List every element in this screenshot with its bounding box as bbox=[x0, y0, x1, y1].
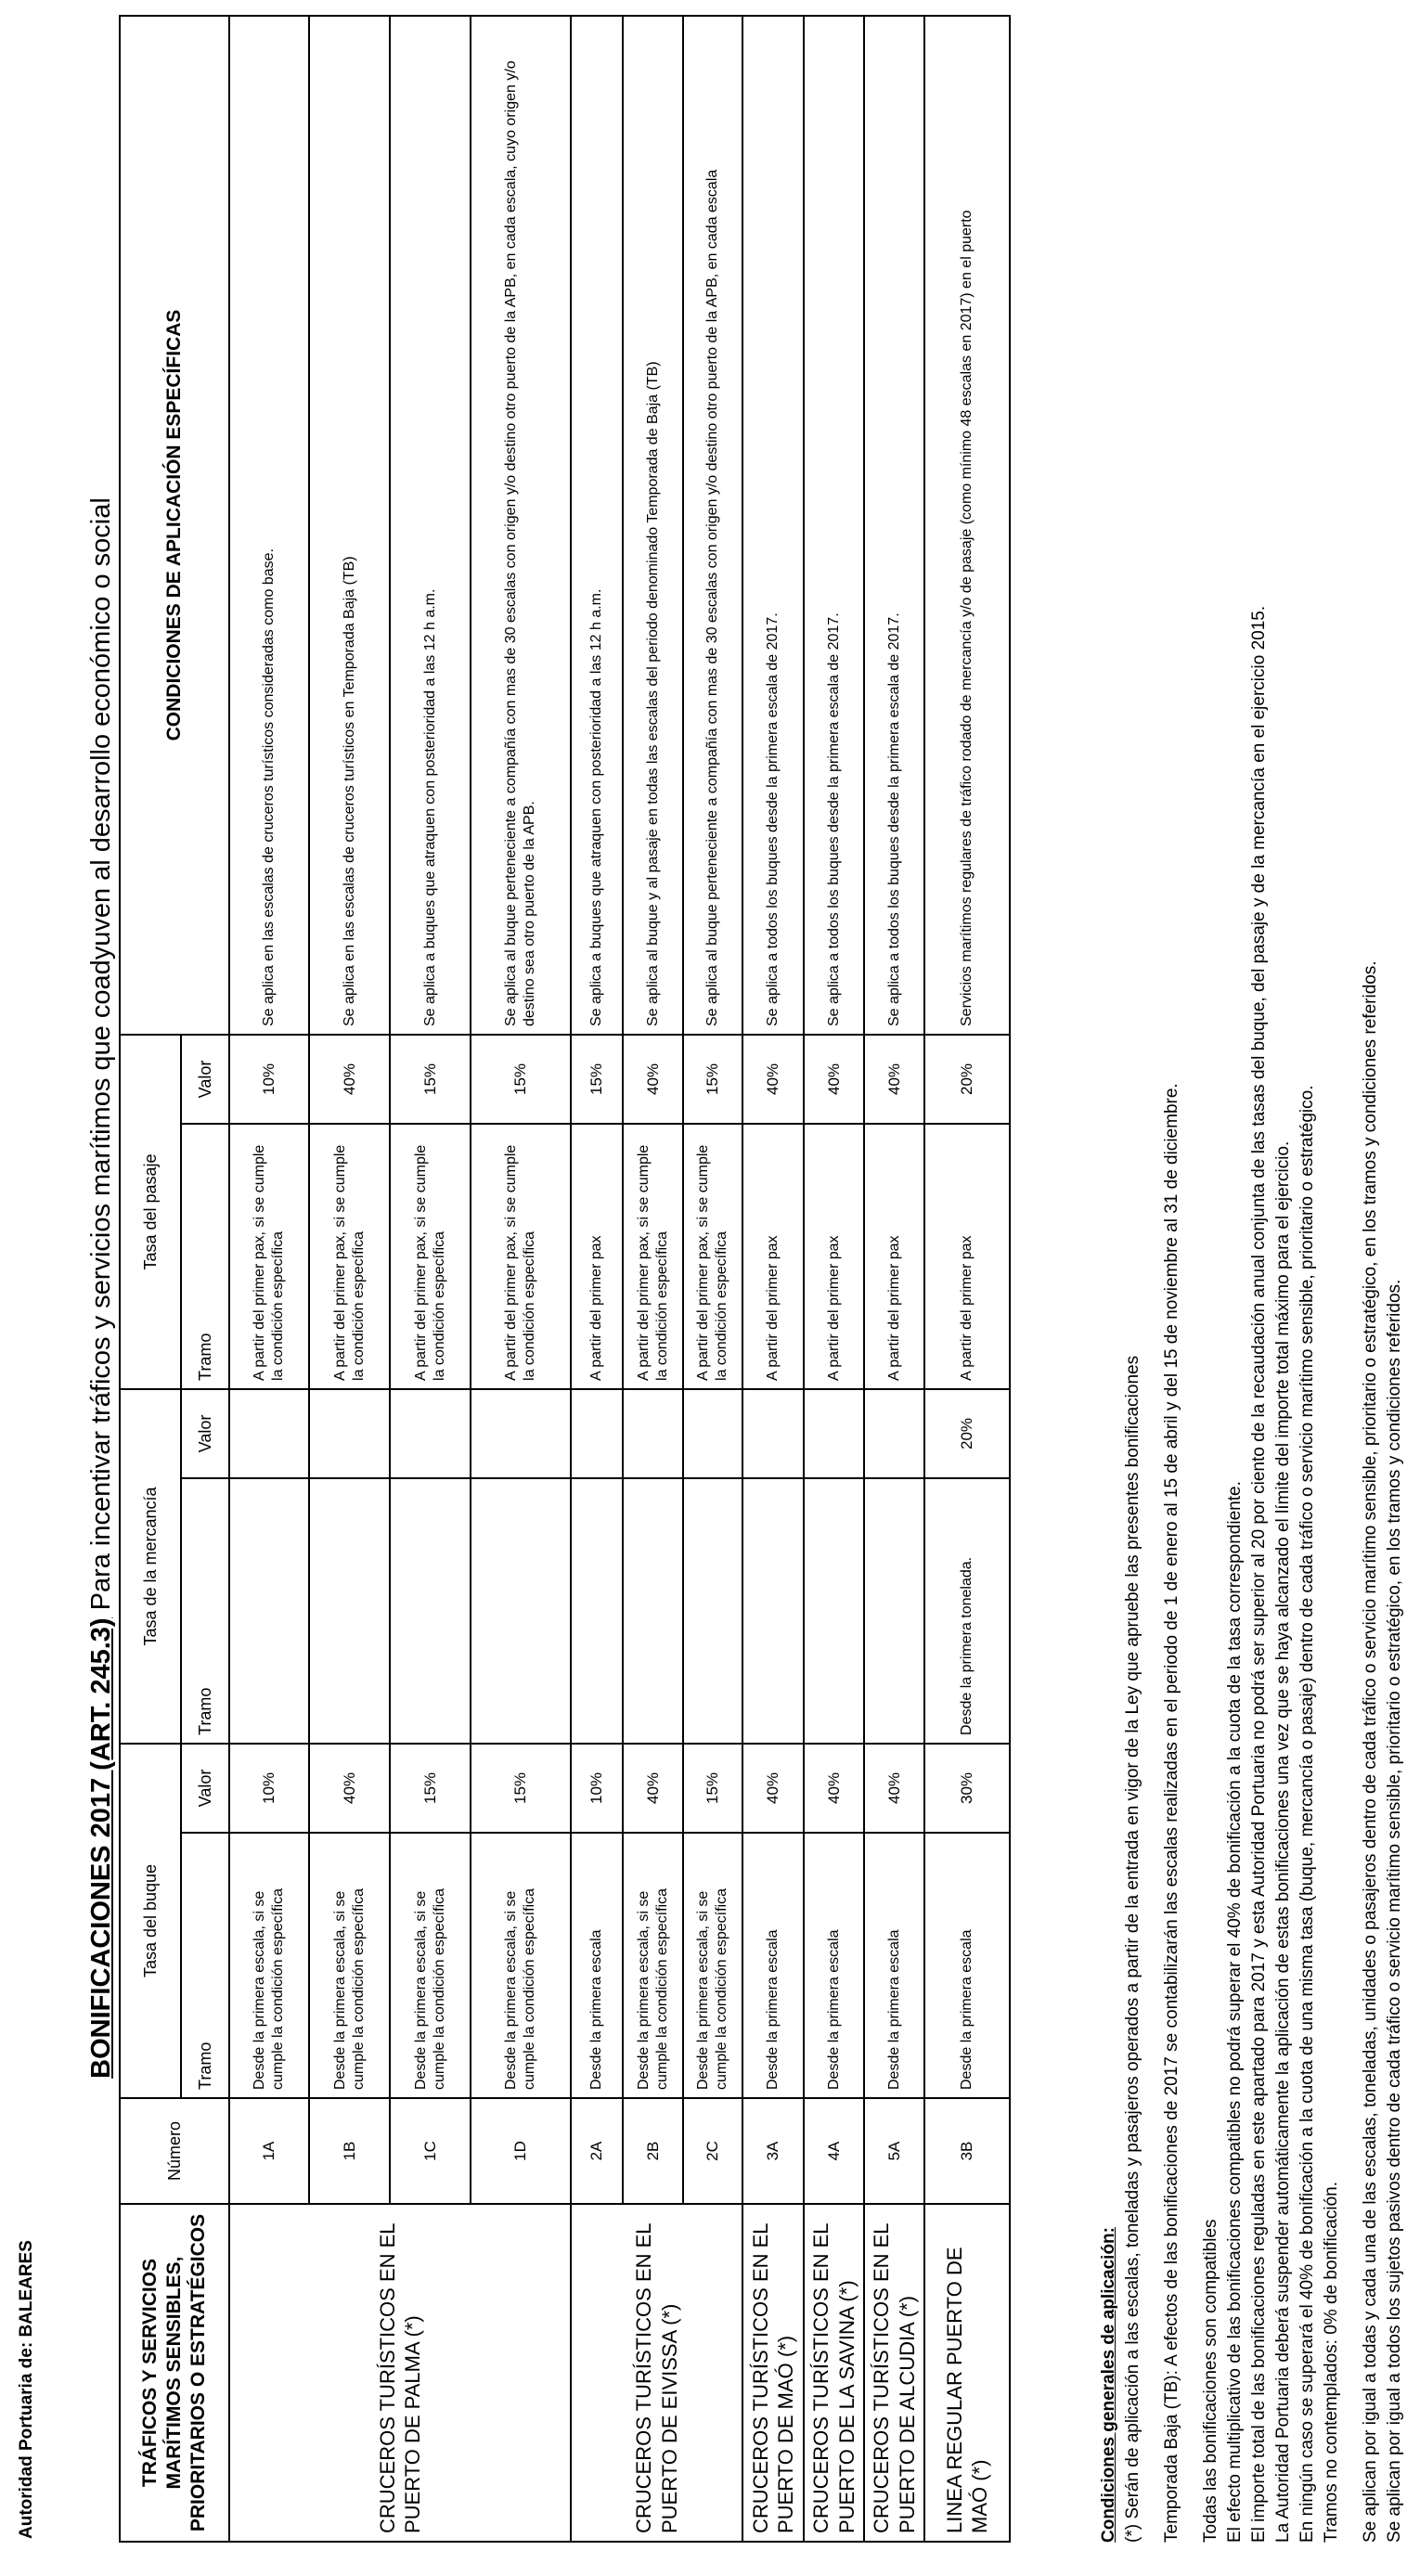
header-tasa-pasaje: Tasa del pasaje bbox=[120, 1035, 181, 1389]
condition-line: En ningún caso se superará el 40% de bonificación a la cuota de una misma tasa (buque, mercancía o pasaje) dentro de cada tráfico o servicio marítimo sensible, prioritario o estratégico. bbox=[1297, 1085, 1317, 2543]
traffic-label-mao: CRUCEROS TURÍSTICOS EN EL PUERTO DE MAÓ (*) bbox=[742, 2204, 804, 2542]
buque-tramo: Desde la primera escala, si se cumple la condición específica bbox=[623, 1833, 683, 2098]
buque-valor: 30% bbox=[924, 1744, 1010, 1833]
condition-line: Se aplican por igual a todas y cada una de las escalas, toneladas, unidades o pasajeros dentro de cada tráfico o servicio marítimo sensible, prioritario o estratégico, en los tramos y condiciones referidos. bbox=[1361, 960, 1380, 2543]
traffic-label-linea-regular-mao: LINEA REGULAR PUERTO DE MAÓ (*) bbox=[924, 2204, 1010, 2542]
buque-valor: 15% bbox=[471, 1744, 571, 1833]
traffic-label-eivissa: CRUCEROS TURÍSTICOS EN EL PUERTO DE EIVISSA (*) bbox=[571, 2204, 742, 2542]
pasaje-valor: 40% bbox=[804, 1035, 864, 1124]
mercancia-valor: 20% bbox=[924, 1389, 1010, 1478]
row-number: 2B bbox=[623, 2098, 683, 2204]
mercancia-valor bbox=[623, 1389, 683, 1478]
row-number: 1C bbox=[390, 2098, 471, 2204]
header-tasa-buque: Tasa del buque bbox=[120, 1744, 181, 2098]
pasaje-tramo: A partir del primer pax, si se cumple la condición específica bbox=[390, 1124, 471, 1389]
header-pasaje-tramo: Tramo bbox=[181, 1124, 229, 1389]
buque-valor: 40% bbox=[804, 1744, 864, 1833]
row-number: 3B bbox=[924, 2098, 1010, 2204]
mercancia-tramo bbox=[683, 1478, 742, 1744]
header-pasaje-valor: Valor bbox=[181, 1035, 229, 1124]
pasaje-tramo: A partir del primer pax bbox=[804, 1124, 864, 1389]
pasaje-tramo: A partir del primer pax, si se cumple la condición específica bbox=[683, 1124, 742, 1389]
traffic-label-palma: CRUCEROS TURÍSTICOS EN EL PUERTO DE PALMA (*) bbox=[229, 2204, 571, 2542]
condicion-especifica: Servicios marítimos regulares de tráfico rodado de mercancía y/o de pasaje (como mínimo 48 escalas en 2017) en el puerto bbox=[924, 16, 1010, 1035]
condicion-especifica: Se aplica a buques que atraquen con posterioridad a las 12 h a.m. bbox=[390, 16, 471, 1035]
header-buque-tramo: Tramo bbox=[181, 1833, 229, 2098]
condicion-especifica: Se aplica al buque perteneciente a compañía con mas de 30 escalas con origen y/o destino otro puerto de la APB, en cada escala, cuyo origen y/o destino sea otro puerto de la APB. bbox=[471, 16, 571, 1035]
row-number: 3A bbox=[742, 2098, 804, 2204]
mercancia-valor bbox=[571, 1389, 623, 1478]
title-main: BONIFICACIONES 2017 (ART. 245.3) bbox=[86, 1617, 116, 2079]
condicion-especifica: Se aplica a todos los buques desde la primera escala de 2017. bbox=[742, 16, 804, 1035]
header-buque-valor: Valor bbox=[181, 1744, 229, 1833]
pasaje-valor: 40% bbox=[742, 1035, 804, 1124]
condicion-especifica: Se aplica al buque perteneciente a compañía con mas de 30 escalas con origen y/o destino otro puerto de la APB, en cada escala bbox=[683, 16, 742, 1035]
pasaje-tramo: A partir del primer pax, si se cumple la condición específica bbox=[229, 1124, 309, 1389]
buque-tramo: Desde la primera escala, si se cumple la condición específica bbox=[683, 1833, 742, 2098]
condicion-especifica: Se aplica a buques que atraquen con posterioridad a las 12 h a.m. bbox=[571, 16, 623, 1035]
pasaje-valor: 15% bbox=[571, 1035, 623, 1124]
spacer bbox=[1184, 17, 1199, 2543]
spacer bbox=[1344, 17, 1359, 2543]
mercancia-tramo bbox=[623, 1478, 683, 1744]
header-condiciones: CONDICIONES DE APLICACIÓN ESPECÍFICAS bbox=[120, 16, 229, 1035]
buque-valor: 15% bbox=[390, 1744, 471, 1833]
buque-valor: 40% bbox=[309, 1744, 390, 1833]
pasaje-tramo: A partir del primer pax, si se cumple la condición específica bbox=[309, 1124, 390, 1389]
pasaje-valor: 10% bbox=[229, 1035, 309, 1124]
mercancia-tramo bbox=[804, 1478, 864, 1744]
condicion-especifica: Se aplica al buque y al pasaje en todas las escalas del periodo denominado Temporada de Baja (TB) bbox=[623, 16, 683, 1035]
pasaje-tramo: A partir del primer pax bbox=[864, 1124, 924, 1389]
buque-tramo: Desde la primera escala, si se cumple la condición específica bbox=[229, 1833, 309, 2098]
mercancia-valor bbox=[229, 1389, 309, 1478]
mercancia-tramo bbox=[571, 1478, 623, 1744]
condicion-especifica: Se aplica en las escalas de cruceros turísticos en Temporada Baja (TB) bbox=[309, 16, 390, 1035]
pasaje-tramo: A partir del primer pax bbox=[924, 1124, 1010, 1389]
buque-valor: 40% bbox=[864, 1744, 924, 1833]
buque-tramo: Desde la primera escala bbox=[804, 1833, 864, 2098]
buque-tramo: Desde la primera escala bbox=[864, 1833, 924, 2098]
mercancia-tramo bbox=[864, 1478, 924, 1744]
row-number: 2A bbox=[571, 2098, 623, 2204]
port-authority-label: Autoridad Portuaria de: BALEARES bbox=[17, 2240, 36, 2539]
mercancia-valor bbox=[804, 1389, 864, 1478]
buque-tramo: Desde la primera escala bbox=[571, 1833, 623, 2098]
mercancia-valor bbox=[864, 1389, 924, 1478]
pasaje-valor: 20% bbox=[924, 1035, 1010, 1124]
buque-tramo: Desde la primera escala bbox=[742, 1833, 804, 2098]
buque-valor: 10% bbox=[571, 1744, 623, 1833]
traffic-label-la-savina: CRUCEROS TURÍSTICOS EN EL PUERTO DE LA SAVINA (*) bbox=[804, 2204, 864, 2542]
pasaje-valor: 15% bbox=[471, 1035, 571, 1124]
mercancia-tramo: Desde la primera tonelada. bbox=[924, 1478, 1010, 1744]
condition-line: Todas las bonificaciones son compatibles bbox=[1201, 2219, 1220, 2543]
conditions-heading: Condiciones generales de aplicación: bbox=[1099, 2227, 1118, 2543]
pasaje-tramo: A partir del primer pax bbox=[571, 1124, 623, 1389]
pasaje-valor: 40% bbox=[864, 1035, 924, 1124]
header-numero: Número bbox=[120, 2098, 229, 2204]
row-number: 4A bbox=[804, 2098, 864, 2204]
buque-valor: 40% bbox=[742, 1744, 804, 1833]
pasaje-valor: 15% bbox=[390, 1035, 471, 1124]
condition-line: Temporada Baja (TB): A efectos de las bonificaciones de 2017 se contabilizarán las escalas realizadas en el periodo de 1 de enero al 15 de abril y del 15 de noviembre al 31 de diciembre. bbox=[1162, 1083, 1181, 2543]
header-tasa-mercancia: Tasa de la mercancía bbox=[120, 1389, 181, 1744]
header-mercancia-tramo: Tramo bbox=[181, 1478, 229, 1744]
pasaje-tramo: A partir del primer pax, si se cumple la condición específica bbox=[623, 1124, 683, 1389]
mercancia-valor bbox=[683, 1389, 742, 1478]
condicion-especifica: Se aplica a todos los buques desde la primera escala de 2017. bbox=[804, 16, 864, 1035]
condition-line: Se aplican por igual a todos los sujetos pasivos dentro de cada tráfico o servicio marítimo sensible, prioritario o estratégico, en los tramos y condiciones referidos. bbox=[1385, 1279, 1404, 2543]
row-number: 5A bbox=[864, 2098, 924, 2204]
pasaje-tramo: A partir del primer pax bbox=[742, 1124, 804, 1389]
traffic-label-alcudia: CRUCEROS TURÍSTICOS EN EL PUERTO DE ALCUDIA (*) bbox=[864, 2204, 924, 2542]
general-conditions bbox=[1097, 17, 1407, 2543]
mercancia-valor bbox=[471, 1389, 571, 1478]
condition-line: Tramos no contemplados: 0% de bonificación. bbox=[1322, 2181, 1341, 2543]
mercancia-tramo bbox=[309, 1478, 390, 1744]
buque-tramo: Desde la primera escala bbox=[924, 1833, 1010, 2098]
mercancia-valor bbox=[390, 1389, 471, 1478]
condicion-especifica: Se aplica a todos los buques desde la primera escala de 2017. bbox=[864, 16, 924, 1035]
pasaje-valor: 40% bbox=[309, 1035, 390, 1124]
condition-line: El efecto multiplicativo de las bonificaciones compatibles no podrá superar el 40% de bonificación a la cuota de la tasa correspondiente. bbox=[1225, 1481, 1245, 2543]
condition-line: (*) Serán de aplicación a las escalas, toneladas y pasajeros operados a partir de la entrada en vigor de la Ley que apruebe las presentes bonificaciones bbox=[1123, 1355, 1142, 2543]
buque-tramo: Desde la primera escala, si se cumple la condición específica bbox=[471, 1833, 571, 2098]
mercancia-tramo bbox=[471, 1478, 571, 1744]
header-trafico: TRÁFICOS Y SERVICIOS MARÍTIMOS SENSIBLES, PRIORITARIOS O ESTRATÉGICOS bbox=[120, 2204, 229, 2542]
buque-valor: 10% bbox=[229, 1744, 309, 1833]
pasaje-tramo: A partir del primer pax, si se cumple la condición específica bbox=[471, 1124, 571, 1389]
row-number: 1D bbox=[471, 2098, 571, 2204]
spacer bbox=[1145, 17, 1160, 2543]
page-title bbox=[86, 0, 117, 2576]
buque-tramo: Desde la primera escala, si se cumple la condición específica bbox=[309, 1833, 390, 2098]
pasaje-valor: 40% bbox=[623, 1035, 683, 1124]
row-number: 1A bbox=[229, 2098, 309, 2204]
row-number: 1B bbox=[309, 2098, 390, 2204]
header-mercancia-valor: Valor bbox=[181, 1389, 229, 1478]
mercancia-tramo bbox=[229, 1478, 309, 1744]
condition-line: La Autoridad Portuaria deberá suspender automáticamente la aplicación de estas bonificaciones una vez que se haya alcanzado el límite del importe total máximo para el ejercicio. bbox=[1273, 1140, 1293, 2543]
condition-line: El importe total de las bonificaciones reguladas en este apartado para 2017 y esta Autoridad Portuaria no podrá ser superior al 20 por ciento de la recaudación anual conjunta de las tasas del buque, del pasaje y de la mercancía en el ejercicio 2015. bbox=[1249, 605, 1269, 2543]
mercancia-valor bbox=[742, 1389, 804, 1478]
bonificaciones-table bbox=[119, 15, 1011, 2543]
buque-valor: 40% bbox=[623, 1744, 683, 1833]
title-rest: Para incentivar tráficos y servicios marítimos que coadyuven al desarrollo económico o social bbox=[86, 497, 116, 1618]
buque-valor: 15% bbox=[683, 1744, 742, 1833]
row-number: 2C bbox=[683, 2098, 742, 2204]
pasaje-valor: 15% bbox=[683, 1035, 742, 1124]
condicion-especifica: Se aplica en las escalas de cruceros turísticos consideradas como base. bbox=[229, 16, 309, 1035]
buque-tramo: Desde la primera escala, si se cumple la condición específica bbox=[390, 1833, 471, 2098]
mercancia-valor bbox=[309, 1389, 390, 1478]
mercancia-tramo bbox=[390, 1478, 471, 1744]
mercancia-tramo bbox=[742, 1478, 804, 1744]
